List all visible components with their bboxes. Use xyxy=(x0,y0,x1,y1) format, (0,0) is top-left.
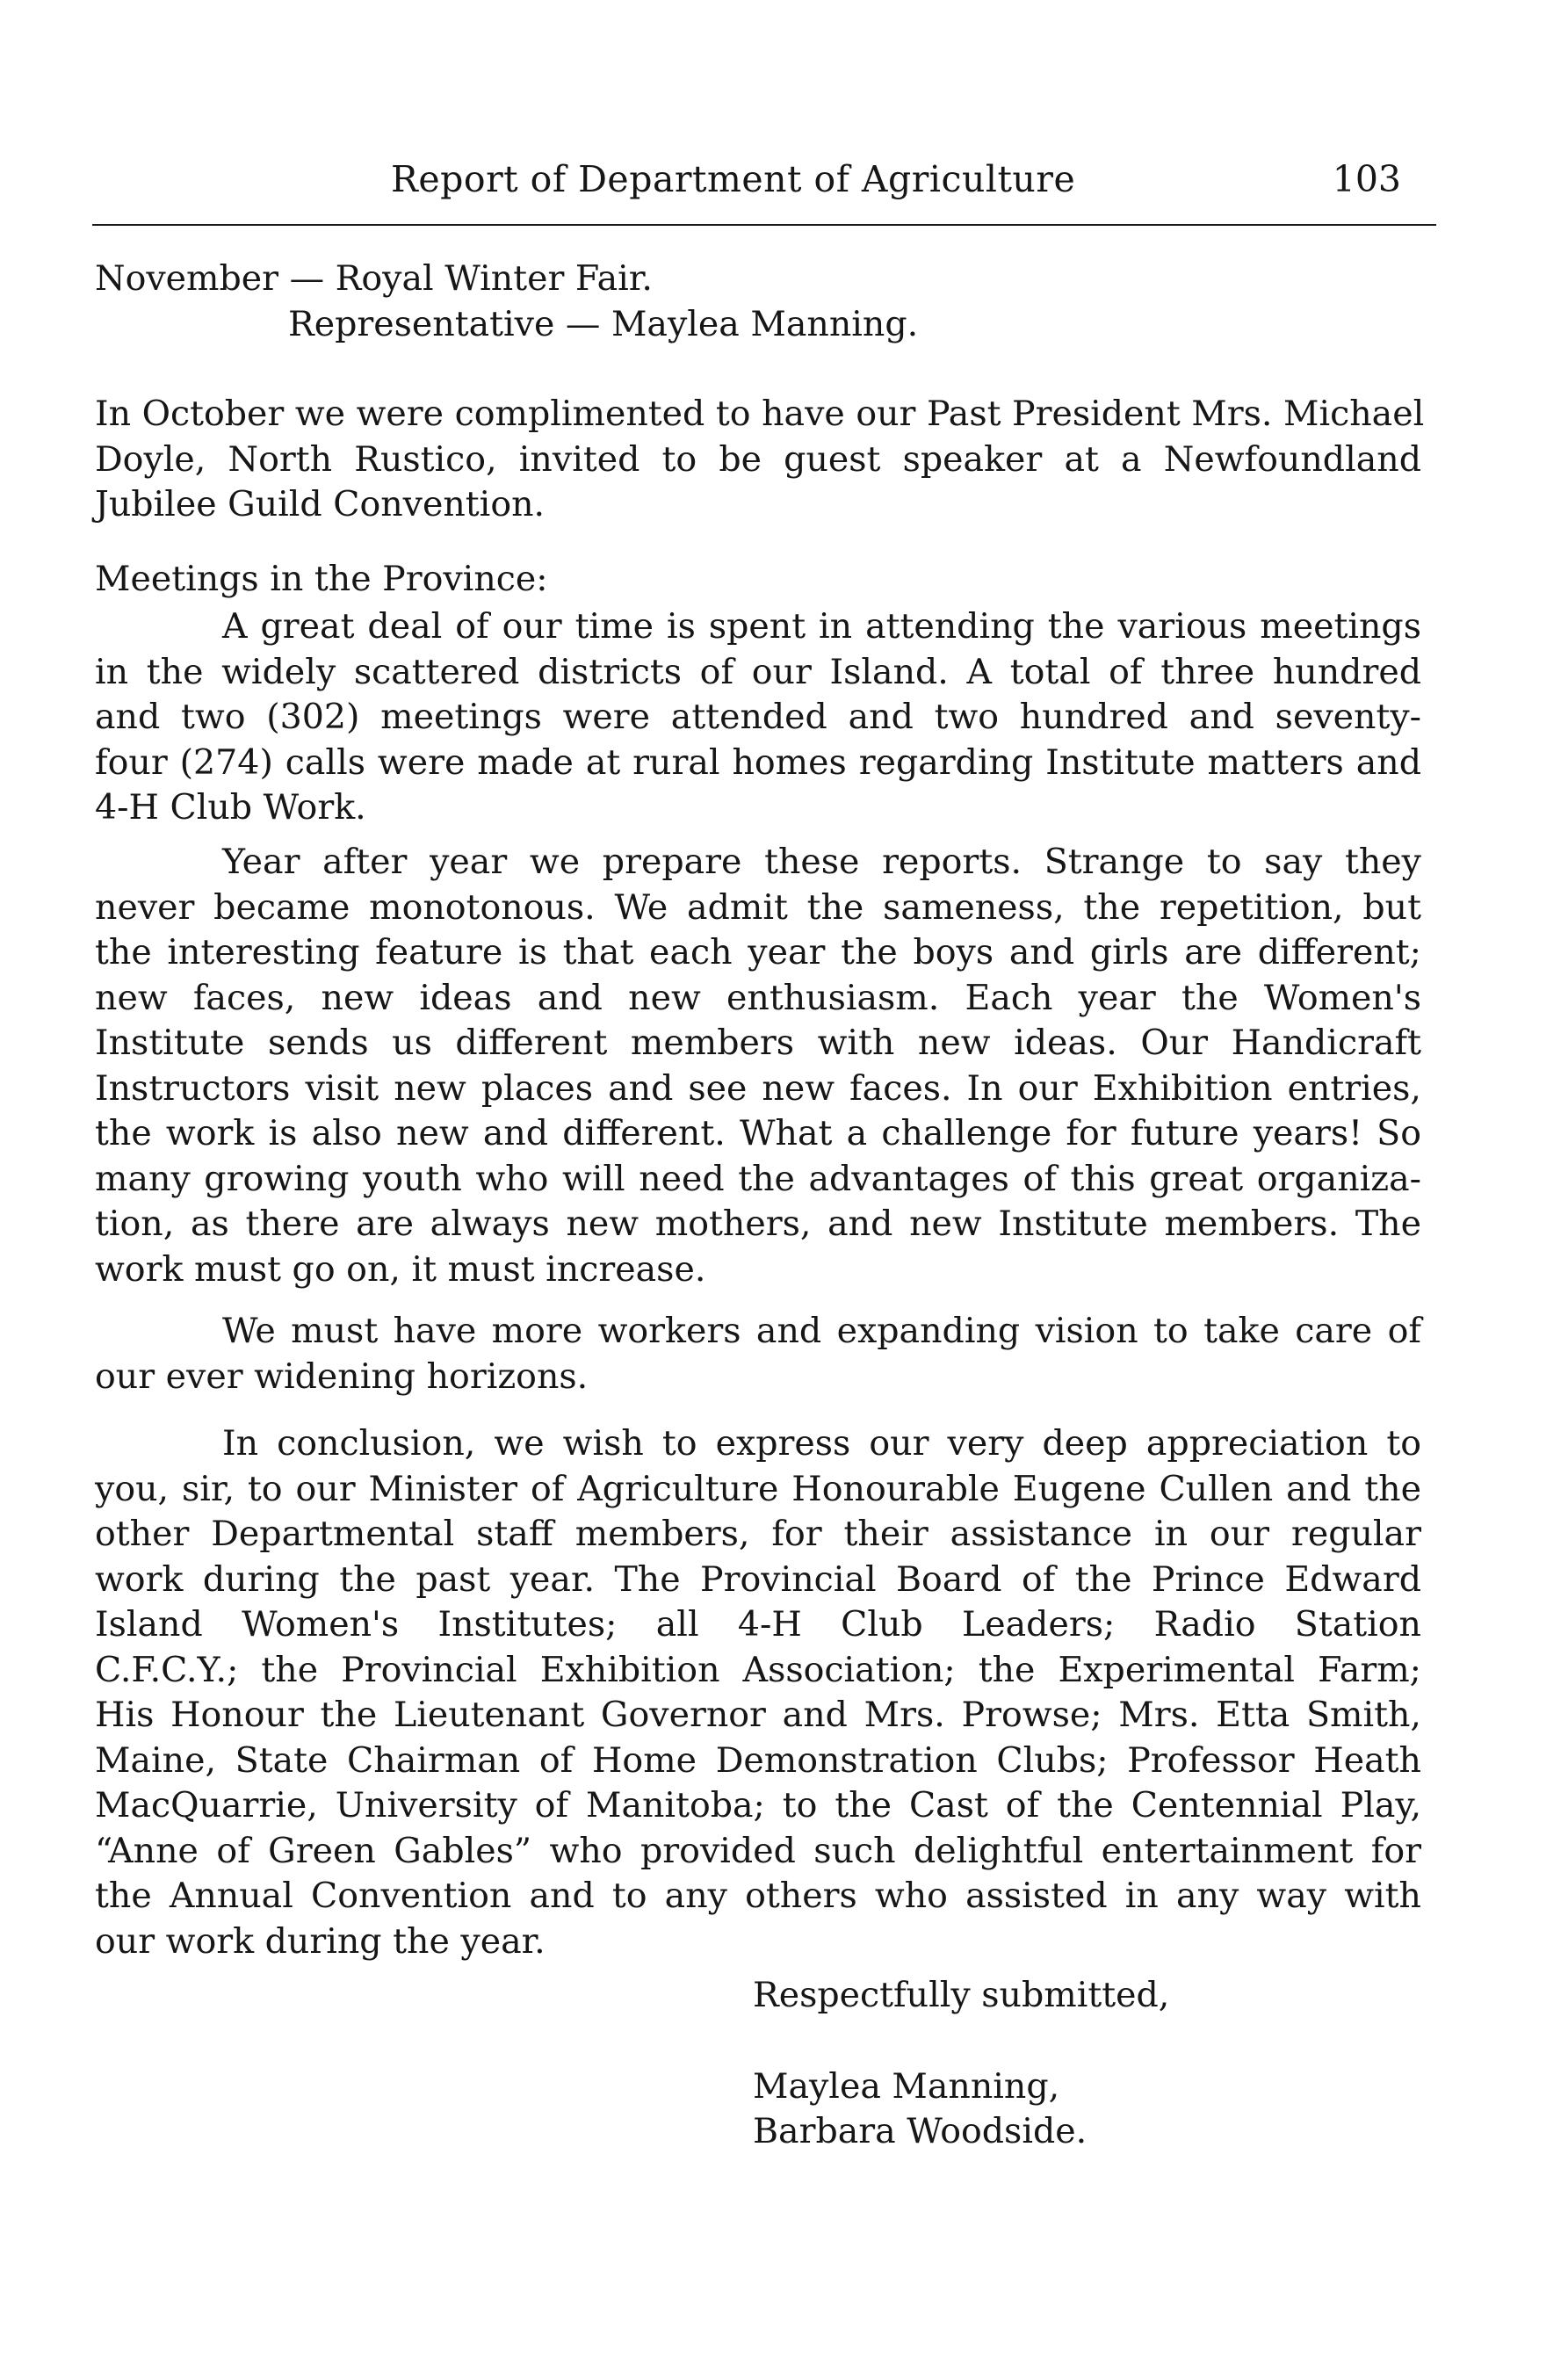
paragraph-line: the work is also new and different. What a challenge for future years! So xyxy=(95,1113,1421,1153)
paragraph-line: and two (302) meetings were attended and two hundred and seventy- xyxy=(95,697,1421,737)
conclusion-paragraph xyxy=(95,1421,1421,1964)
paragraph-line: MacQuarrie, University of Manitoba; to the Cast of the Centennial Play, xyxy=(95,1785,1421,1825)
paragraph-line: Instructors visit new places and see new faces. In our Exhibition entries, xyxy=(95,1067,1421,1109)
meetings-paragraph xyxy=(95,604,1421,831)
workers-paragraph xyxy=(95,1309,1421,1399)
paragraph-line: “Anne of Green Gables” who provided such delightful entertainment for xyxy=(95,1830,1421,1871)
paragraph-line: new faces, new ideas and new enthusiasm. Each year the Women's xyxy=(95,977,1421,1018)
paragraph-line: A great deal of our time is spent in attending the various meetings xyxy=(222,606,1421,647)
section-heading: Meetings in the Province: xyxy=(95,559,548,599)
paragraph-line: work must go on, it must increase. xyxy=(95,1248,706,1290)
paragraph-line: never became monotonous. We admit the sameness, the repetition, but xyxy=(95,886,1421,928)
paragraph-line: Maine, State Chairman of Home Demonstration Clubs; Professor Heath xyxy=(95,1739,1421,1781)
paragraph-line: Island Women's Institutes; all 4-H Club Leaders; Radio Station xyxy=(95,1604,1421,1645)
paragraph-line: In conclusion, we wish to express our very deep appreciation to xyxy=(222,1423,1421,1464)
paragraph-line: you, sir, to our Minister of Agriculture Honourable Eugene Cullen and the xyxy=(95,1468,1421,1509)
page-number: 103 xyxy=(1332,158,1401,200)
event-line: November — Royal Winter Fair. xyxy=(95,258,653,299)
paragraph-line: work during the past year. The Provincial Board of the Prince Edward xyxy=(95,1558,1421,1600)
october-paragraph xyxy=(95,392,1425,528)
closing-line: Respectfully submitted, xyxy=(753,1975,1170,2015)
running-header xyxy=(92,158,1427,220)
paragraph-line: Jubilee Guild Convention. xyxy=(95,484,546,524)
paragraph-line: In October we were complimented to have our Past President Mrs. Michael xyxy=(95,394,1425,434)
paragraph-line: C.F.C.Y.; the Provincial Exhibition Association; the Experimental Farm; xyxy=(95,1649,1421,1690)
header-title: Report of Department of Agriculture xyxy=(391,158,1076,200)
representative-line: Representative — Maylea Manning. xyxy=(288,303,919,344)
paragraph-line: our ever widening horizons. xyxy=(95,1356,589,1397)
paragraph-line: We must have more workers and expanding vision to take care of xyxy=(222,1311,1421,1351)
meetings-heading-block xyxy=(95,557,1421,603)
paragraph-line: His Honour the Lieutenant Governor and Mrs. Prowse; Mrs. Etta Smith, xyxy=(95,1695,1421,1735)
paragraph-line: tion, as there are always new mothers, and new Institute members. The xyxy=(95,1204,1421,1244)
paragraph-line: four (274) calls were made at rural homes regarding Institute matters and xyxy=(95,741,1421,783)
year-after-year-paragraph xyxy=(95,840,1421,1292)
paragraph-line: other Departmental staff members, for their assistance in our regular xyxy=(95,1514,1421,1554)
paragraph-line: the interesting feature is that each year the boys and girls are different; xyxy=(95,932,1421,972)
paragraph-line: Institute sends us different members with new ideas. Our Handicraft xyxy=(95,1023,1421,1063)
event-block xyxy=(95,257,1421,347)
signatory-name: Barbara Woodside. xyxy=(753,2111,1087,2151)
paragraph-line: 4-H Club Work. xyxy=(95,787,366,828)
paragraph-line: many growing youth who will need the advantages of this great organiza- xyxy=(95,1158,1421,1199)
paragraph-line: Year after year we prepare these reports. Strange to say they xyxy=(222,842,1421,882)
signatory-name: Maylea Manning, xyxy=(753,2066,1060,2107)
paragraph-line: the Annual Convention and to any others who assisted in any way with xyxy=(95,1876,1421,1916)
header-rule xyxy=(92,224,1436,226)
paragraph-line: Doyle, North Rustico, invited to be guest speaker at a Newfoundland xyxy=(95,438,1421,480)
paragraph-line: our work during the year. xyxy=(95,1920,546,1962)
paragraph-line: in the widely scattered districts of our Island. A total of three hundred xyxy=(95,651,1421,692)
